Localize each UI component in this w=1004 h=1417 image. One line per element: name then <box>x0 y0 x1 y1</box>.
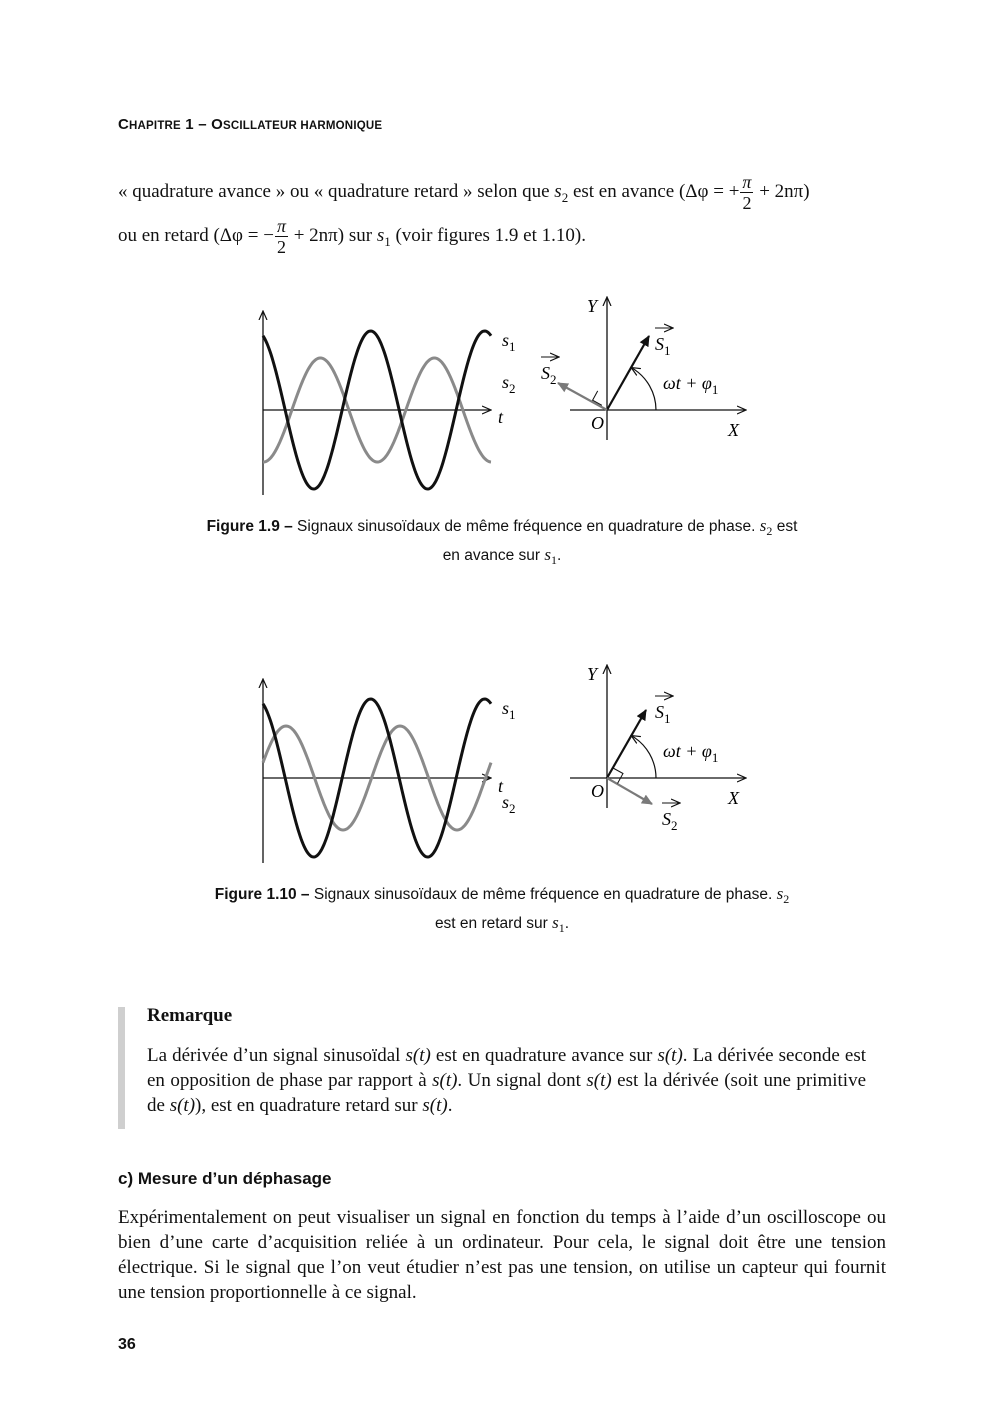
label-S2: $S_2$ <box>662 809 678 833</box>
section-heading: c) Mesure d’un déphasage <box>118 1169 332 1188</box>
fraction-num: π <box>742 172 752 193</box>
figure-1-9-caption <box>150 514 854 572</box>
label-O: O <box>591 413 604 433</box>
caption-symbol: s <box>759 516 767 535</box>
fraction-den: 2 <box>742 193 752 214</box>
caption-symbol: s <box>776 884 784 903</box>
fraction <box>275 216 288 257</box>
label-S1: $S_1$ <box>655 334 671 358</box>
remark-symbol: s(t) <box>169 1095 196 1116</box>
remark-text <box>147 1043 866 1118</box>
figure-1-9 <box>240 290 760 500</box>
angle-arc <box>632 736 656 778</box>
vector-S1 <box>607 710 646 778</box>
remark-symbol: s(t) <box>657 1045 683 1066</box>
intro-text: ou en retard (Δφ = − <box>118 225 274 246</box>
remark-fragment: . La dérivée seconde est en opposition de phase par rapport à <box>147 1045 866 1091</box>
caption-subscript: 2 <box>783 892 790 907</box>
label-S1: $S_1$ <box>655 702 671 726</box>
caption-text: est <box>772 518 798 535</box>
caption-subscript: 1 <box>551 553 557 568</box>
caption-subscript: 1 <box>558 921 565 936</box>
intro-text: (voir figures 1.9 et 1.10). <box>390 225 586 246</box>
caption-label: Figure 1.10 <box>214 886 297 903</box>
angle-arc <box>632 368 656 410</box>
vector-S2 <box>607 778 652 804</box>
caption-text: est en retard sur <box>434 915 553 933</box>
remark-symbol: s(t) <box>586 1070 612 1091</box>
remark-title: Remarque <box>147 1005 233 1026</box>
caption-symbol: s <box>552 913 559 933</box>
intro-line-1 <box>118 172 898 212</box>
fraction <box>740 172 753 213</box>
label-s2: $s_2$ <box>502 792 516 816</box>
label-s2: $s_2$ <box>502 372 516 396</box>
caption-dash: – <box>279 518 298 535</box>
remark-fragment: . <box>447 1095 453 1116</box>
remark-fragment: est en quadrature avance sur <box>430 1045 658 1066</box>
label-X: X <box>728 420 739 440</box>
label-S2: $S_2$ <box>541 363 557 387</box>
remark-symbol: s(t) <box>405 1045 431 1066</box>
intro-text: « quadrature avance » ou « quadrature retard » selon que <box>118 181 555 202</box>
label-t: t <box>498 407 504 427</box>
body-paragraph: Expérimentalement on peut visualiser un signal en fonction du temps à l’aide d’un oscilloscope ou bien d’une carte d’acquisition reliée à un ordinateur. Pour cela, le signal doit être une tension électrique. Si le signal que l’on veut étudier n’est pas une tension, on utilise un capteur qui fournit une tension proportionnelle à ce signal. <box>118 1207 886 1303</box>
figure-1-10 <box>240 658 760 868</box>
intro-line-2 <box>118 214 898 258</box>
fraction-den: 2 <box>276 237 286 258</box>
remark-symbol: s(t) <box>422 1095 448 1116</box>
page-number: 36 <box>118 1336 136 1353</box>
label-s1: $s_1$ <box>502 330 516 354</box>
fraction-num: π <box>276 216 286 237</box>
vector-S2 <box>558 383 607 410</box>
remark-fragment: ), est en quadrature retard sur <box>195 1095 423 1116</box>
caption-label: Figure 1.9 <box>206 518 280 535</box>
remark-fragment: est la dérivée (soit une primitive de <box>147 1070 867 1116</box>
label-s1: $s_1$ <box>502 698 516 722</box>
symbol: s <box>554 181 562 202</box>
subscript: 2 <box>561 189 569 205</box>
caption-text: . <box>564 915 570 933</box>
remark-symbol: s(t) <box>432 1070 458 1091</box>
caption-text: Signaux sinusoïdaux de même fréquence en quadrature de phase. <box>313 886 777 903</box>
caption-text: Signaux sinusoïdaux de même fréquence en quadrature de phase. <box>297 518 760 535</box>
figure-1-10-caption <box>150 882 854 940</box>
intro-text: est en avance (Δφ = + <box>568 181 740 202</box>
caption-subscript: 2 <box>766 524 773 539</box>
caption-text: . <box>557 547 562 565</box>
label-angle: $\omega t + \varphi_1$ <box>663 373 719 397</box>
remark-fragment: . Un signal dont <box>457 1070 587 1091</box>
symbol: s <box>376 225 385 246</box>
caption-symbol: s <box>544 545 551 565</box>
caption-dash: – <box>296 886 314 903</box>
label-Y: Y <box>587 296 598 316</box>
label-t: t <box>498 776 504 796</box>
vector-S1 <box>607 336 649 410</box>
label-angle: $\omega t + \varphi_1$ <box>663 741 719 765</box>
label-O: O <box>591 781 604 801</box>
caption-text: en avance sur <box>442 547 545 565</box>
running-header: CHAPITRE 1 – OSCILLATEUR HARMONIQUE <box>118 116 383 133</box>
remark-fragment: La dérivée d’un signal sinusoïdal <box>147 1045 406 1066</box>
intro-text: + 2nπ) sur <box>288 225 377 246</box>
subscript: 1 <box>384 233 391 249</box>
remark-bar <box>118 1007 125 1129</box>
label-Y: Y <box>587 664 598 684</box>
label-X: X <box>728 788 739 808</box>
intro-text: + 2nπ) <box>754 181 810 202</box>
